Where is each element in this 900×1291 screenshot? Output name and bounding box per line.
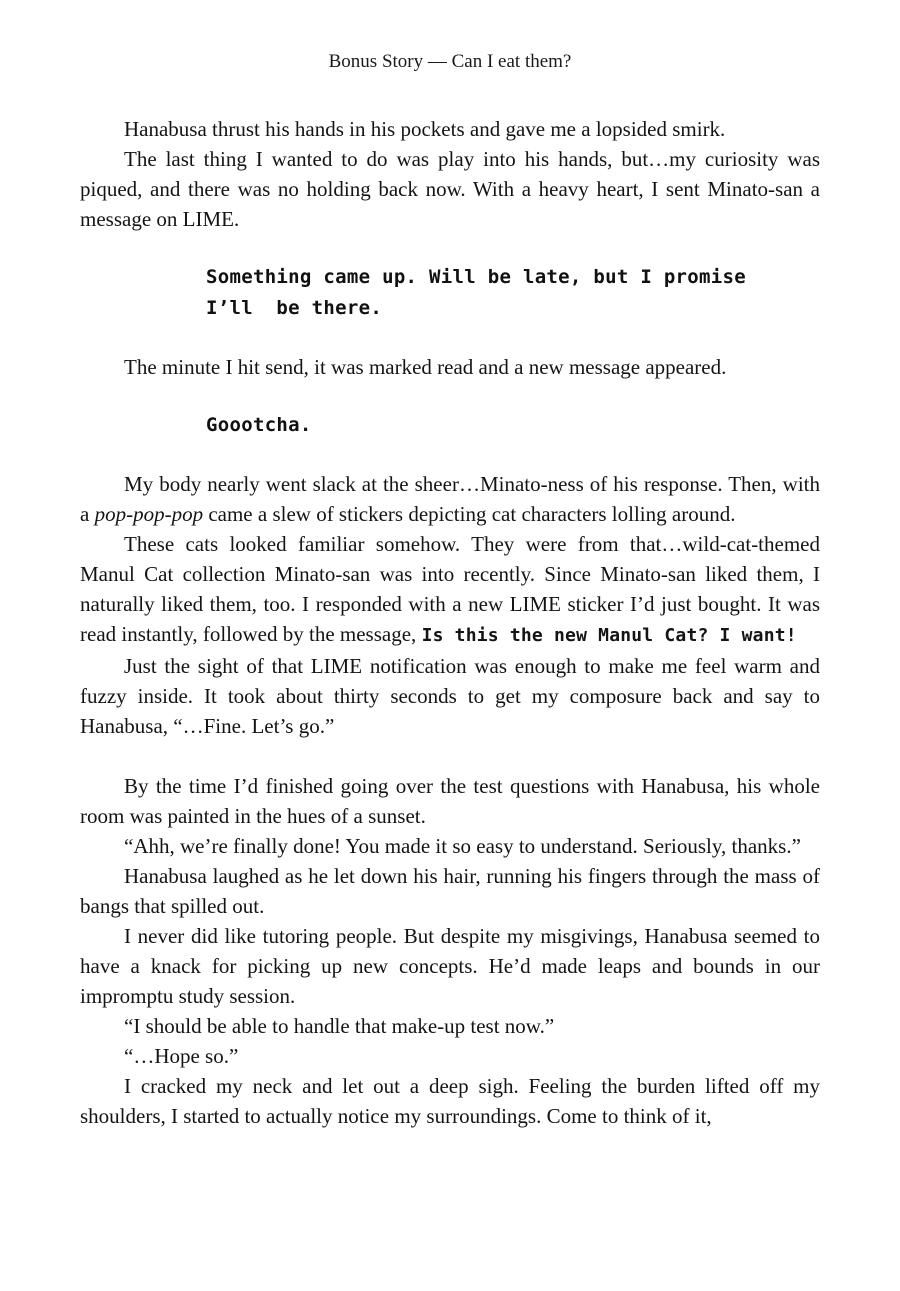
body-text: “I should be able to handle that make-up test now.” bbox=[124, 1014, 555, 1038]
body-text: “Ahh, we’re finally done! You made it so easy to understand. Seriously, thanks.” bbox=[124, 834, 801, 858]
page-header: Bonus Story — Can I eat them? bbox=[328, 51, 572, 72]
paragraph bbox=[80, 114, 820, 144]
body-text: These cats looked familiar somehow. They were from that…wild-cat-themed Manul Cat collection Minato-san was into recently. Since Minato-san liked them, I naturally liked them, too. I responded with a new LIME sticker I’d just bought. It was read instantly, followed by the message, bbox=[80, 532, 820, 646]
body-text: Just the sight of that LIME notification was enough to make me feel warm and fuzzy inside. It took about thirty seconds to get my composure back and say to Hanabusa, “…Fine. Let’s go.” bbox=[80, 654, 820, 738]
paragraph bbox=[80, 352, 820, 382]
lime-message-line: Something came up. Will be late, but I promise bbox=[206, 266, 746, 288]
body-text: I cracked my neck and let out a deep sigh. Feeling the burden lifted off my shoulders, I started to actually notice my surroundings. Come to think of it, bbox=[80, 1074, 820, 1128]
lime-message-line: I’ll be there. bbox=[206, 297, 383, 319]
body-text: Hanabusa laughed as he let down his hair, running his fingers through the mass of bangs that spilled out. bbox=[80, 864, 820, 918]
lime-message bbox=[206, 410, 820, 441]
body-text: I never did like tutoring people. But despite my misgivings, Hanabusa seemed to have a knack for picking up new concepts. He’d made leaps and bounds in our impromptu study session. bbox=[80, 924, 820, 1008]
paragraph bbox=[80, 144, 820, 234]
italic-text: pop-pop-pop bbox=[94, 502, 204, 526]
paragraph bbox=[80, 529, 820, 651]
lime-message-line: Goootcha. bbox=[206, 414, 312, 436]
body-text: “…Hope so.” bbox=[124, 1044, 239, 1068]
body-text: By the time I’d finished going over the test questions with Hanabusa, his whole room was painted in the hues of a sunset. bbox=[80, 774, 820, 828]
page-content bbox=[80, 114, 820, 1131]
scene-break bbox=[80, 741, 820, 771]
paragraph bbox=[80, 469, 820, 529]
paragraph bbox=[80, 1011, 820, 1041]
paragraph bbox=[80, 1041, 820, 1071]
body-text: The minute I hit send, it was marked read and a new message appeared. bbox=[124, 355, 727, 379]
paragraph bbox=[80, 1071, 820, 1131]
lime-message bbox=[206, 262, 820, 324]
paragraph bbox=[80, 861, 820, 921]
body-text: My body nearly went slack at the sheer…Minato-ness of his response. Then, with a bbox=[80, 472, 820, 526]
body-text: The last thing I wanted to do was play into his hands, but…my curiosity was piqued, and there was no holding back now. With a heavy heart, I sent Minato-san a message on LIME. bbox=[80, 147, 820, 231]
paragraph bbox=[80, 831, 820, 861]
body-text: came a slew of stickers depicting cat characters lolling around. bbox=[203, 502, 736, 526]
body-text: Hanabusa thrust his hands in his pockets and gave me a lopsided smirk. bbox=[124, 117, 726, 141]
paragraph bbox=[80, 771, 820, 831]
paragraph bbox=[80, 921, 820, 1011]
inline-lime-message: Is this the new Manul Cat? I want! bbox=[421, 625, 797, 646]
paragraph bbox=[80, 651, 820, 741]
